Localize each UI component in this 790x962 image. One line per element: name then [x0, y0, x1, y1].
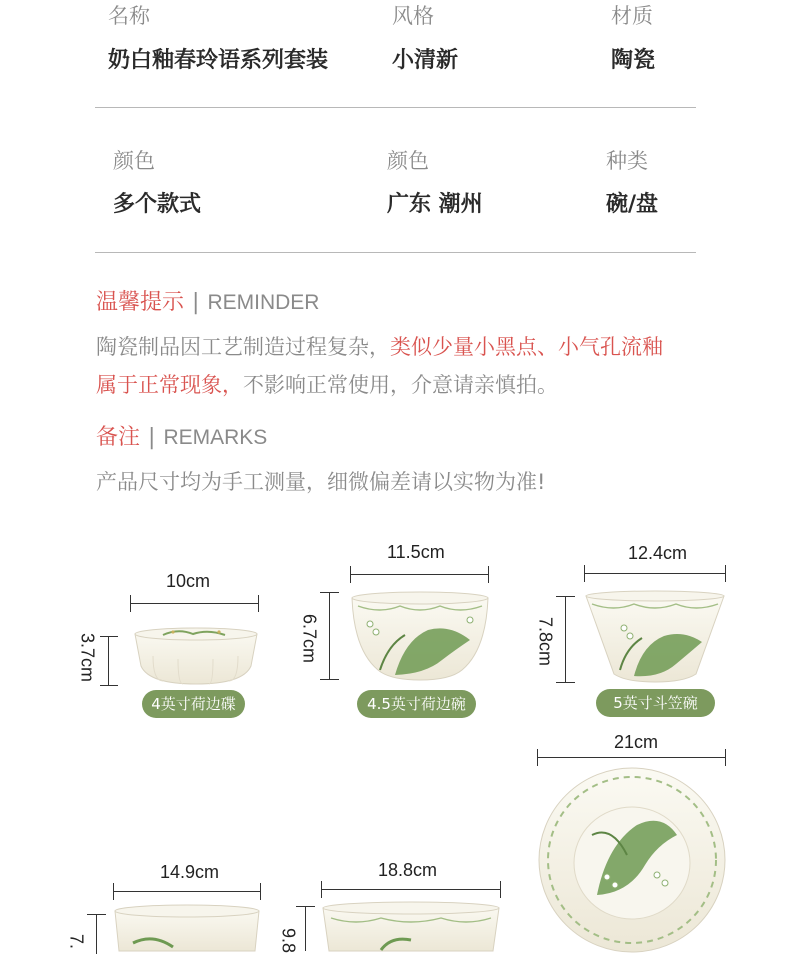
spec-label-material: 材质: [611, 4, 653, 28]
remarks-title-en: REMARKS: [163, 426, 268, 449]
reminder-line2-highlight: 属于正常现象，: [96, 373, 243, 397]
bowl-image: [113, 903, 261, 951]
width-dimension-line: [321, 889, 501, 890]
reminder-line1-plain: 陶瓷制品因工艺制造过程复杂，: [96, 335, 390, 359]
width-label: 12.4cm: [628, 543, 688, 563]
product-name-pill: 5英寸斗笠碗: [596, 689, 715, 717]
dish-image: [133, 626, 259, 686]
spec-value-material: 陶瓷: [611, 48, 656, 73]
reminder-line2-plain: 不影响正常使用，介意请亲慎拍。: [243, 373, 558, 397]
height-dimension-line: [96, 914, 97, 954]
height-label: 7.: [66, 933, 87, 949]
dimension-tick: [725, 565, 726, 582]
spec-label-type: 种类: [606, 149, 648, 173]
height-dimension-line: [329, 592, 330, 680]
title-separator: |: [192, 290, 200, 315]
dimension-tick: [130, 595, 131, 612]
dimension-tick: [725, 749, 726, 766]
width-dimension-line: [130, 603, 259, 604]
product-name-pill: 4.5英寸荷边碗: [357, 690, 476, 718]
height-dimension-line: [108, 636, 109, 686]
dimension-tick: [500, 881, 501, 898]
divider: [95, 252, 696, 253]
spec-value-origin: 广东 潮州: [387, 192, 483, 217]
plate-image: [537, 765, 727, 951]
width-label: 14.9cm: [160, 862, 220, 882]
width-label: 11.5cm: [387, 542, 445, 562]
reminder-title: [96, 285, 319, 316]
spec-label-name: 名称: [108, 4, 150, 28]
dimension-tick: [100, 685, 118, 686]
bowl-image: [321, 900, 501, 951]
reminder-text: [96, 328, 663, 404]
spec-value-color: 多个款式: [113, 192, 202, 217]
dimension-tick: [537, 749, 538, 766]
dimension-tick: [488, 566, 489, 583]
dimension-tick: [260, 883, 261, 900]
dimension-tick: [350, 566, 351, 583]
reminder-line1-highlight: 类似少量小黑点、小气孔流釉: [390, 335, 663, 359]
dimension-tick: [584, 565, 585, 582]
dimension-tick: [320, 679, 339, 680]
remarks-text: 产品尺寸均为手工测量，细微偏差请以实物为准!: [96, 470, 546, 494]
width-label: 10cm: [166, 571, 211, 591]
width-dimension-line: [113, 891, 261, 892]
width-dimension-line: [537, 757, 726, 758]
spec-value-name: 奶白釉春玲语系列套装: [108, 48, 329, 73]
width-label: 18.8cm: [378, 860, 438, 880]
dimension-tick: [556, 596, 575, 597]
height-label: 7.8cm: [535, 616, 556, 667]
dimension-tick: [320, 592, 339, 593]
bowl-image: [584, 590, 726, 684]
dimension-tick: [100, 636, 118, 637]
spec-label-origin: 颜色: [387, 149, 429, 173]
title-separator: |: [148, 425, 156, 450]
width-dimension-line: [584, 573, 726, 574]
dimension-tick: [87, 914, 106, 915]
remarks-title-cn: 备注: [96, 425, 141, 450]
spec-label-color: 颜色: [113, 149, 155, 173]
height-label: 6.7cm: [299, 613, 320, 664]
reminder-title-en: REMINDER: [207, 291, 320, 314]
height-label: 9.8: [278, 927, 299, 954]
product-name-pill: 4英寸荷边碟: [142, 690, 245, 718]
spec-value-style: 小清新: [392, 48, 459, 73]
divider: [95, 107, 696, 108]
dimension-tick: [258, 595, 259, 612]
dimension-tick: [556, 682, 575, 683]
bowl-image: [350, 590, 490, 682]
spec-label-style: 风格: [392, 4, 434, 28]
height-dimension-line: [305, 906, 306, 951]
height-dimension-line: [565, 596, 566, 683]
reminder-title-cn: 温馨提示: [96, 290, 185, 315]
width-label: 21cm: [614, 732, 659, 752]
remarks-title: [96, 420, 267, 451]
height-label: 3.7cm: [77, 632, 98, 683]
spec-value-type: 碗/盘: [606, 192, 659, 217]
dimension-tick: [321, 881, 322, 898]
dimension-tick: [113, 883, 114, 900]
dimension-tick: [296, 906, 315, 907]
width-dimension-line: [350, 574, 489, 575]
